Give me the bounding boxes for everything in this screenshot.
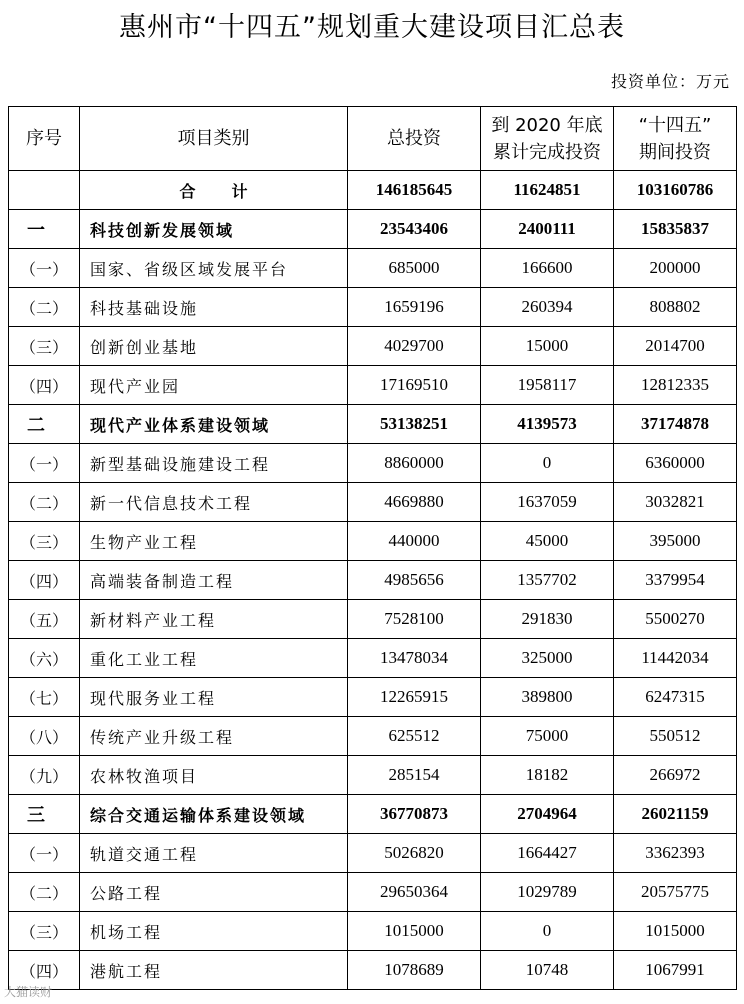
table-row — [9, 756, 737, 795]
item-completed-investment: 1958117 — [481, 366, 614, 405]
section-seq: 二 — [9, 405, 80, 444]
item-name: 重化工业工程 — [80, 639, 348, 678]
section-plan-investment: 37174878 — [614, 405, 737, 444]
item-plan-investment: 1067991 — [614, 951, 737, 990]
item-completed-investment: 389800 — [481, 678, 614, 717]
item-seq: （四） — [9, 561, 80, 600]
table-row — [9, 249, 737, 288]
table-row — [9, 561, 737, 600]
section-row — [9, 405, 737, 444]
item-total-investment: 8860000 — [348, 444, 481, 483]
section-name: 综合交通运输体系建设领域 — [80, 795, 348, 834]
item-completed-investment: 0 — [481, 444, 614, 483]
total-completed-cell: 11624851 — [481, 171, 614, 210]
item-plan-investment: 6360000 — [614, 444, 737, 483]
item-plan-investment: 395000 — [614, 522, 737, 561]
investment-unit-note: 投资单位：万元 — [610, 72, 730, 91]
item-name: 新材料产业工程 — [80, 600, 348, 639]
section-total-investment: 23543406 — [348, 210, 481, 249]
table-row — [9, 717, 737, 756]
section-name: 科技创新发展领域 — [80, 210, 348, 249]
item-completed-investment: 1357702 — [481, 561, 614, 600]
item-total-investment: 5026820 — [348, 834, 481, 873]
item-plan-investment: 200000 — [614, 249, 737, 288]
table-row — [9, 522, 737, 561]
item-total-investment: 1015000 — [348, 912, 481, 951]
header-plan-line2: 期间投资 — [639, 141, 711, 163]
item-plan-investment: 12812335 — [614, 366, 737, 405]
item-plan-investment: 808802 — [614, 288, 737, 327]
item-name: 轨道交通工程 — [80, 834, 348, 873]
table-row — [9, 483, 737, 522]
item-total-investment: 1078689 — [348, 951, 481, 990]
item-plan-investment: 3362393 — [614, 834, 737, 873]
item-seq: （四） — [9, 951, 80, 990]
item-name: 科技基础设施 — [80, 288, 348, 327]
item-completed-investment: 1664427 — [481, 834, 614, 873]
project-summary-table — [8, 106, 737, 990]
item-plan-investment: 2014700 — [614, 327, 737, 366]
section-total-investment: 53138251 — [348, 405, 481, 444]
item-name: 高端装备制造工程 — [80, 561, 348, 600]
page-title: 惠州市“十四五”规划重大建设项目汇总表 — [119, 12, 625, 43]
item-seq: （三） — [9, 327, 80, 366]
item-name: 现代产业园 — [80, 366, 348, 405]
table-body — [9, 171, 737, 990]
table-row — [9, 834, 737, 873]
item-name: 公路工程 — [80, 873, 348, 912]
total-label-cell — [80, 171, 348, 210]
item-completed-investment: 166600 — [481, 249, 614, 288]
header-plan-line1: “十四五” — [638, 114, 712, 136]
item-name: 港航工程 — [80, 951, 348, 990]
item-plan-investment: 20575775 — [614, 873, 737, 912]
item-seq: （三） — [9, 912, 80, 951]
item-completed-investment: 15000 — [481, 327, 614, 366]
section-row — [9, 795, 737, 834]
item-completed-investment: 1637059 — [481, 483, 614, 522]
item-total-investment: 685000 — [348, 249, 481, 288]
header-plan-investment — [614, 107, 737, 171]
item-total-investment: 440000 — [348, 522, 481, 561]
item-seq: （二） — [9, 483, 80, 522]
item-seq: （四） — [9, 366, 80, 405]
header-completed-line2: 累计完成投资 — [493, 141, 601, 163]
header-seq: 序号 — [9, 107, 80, 171]
table-row — [9, 288, 737, 327]
item-name: 传统产业升级工程 — [80, 717, 348, 756]
item-seq: （一） — [9, 444, 80, 483]
table-row — [9, 444, 737, 483]
item-total-investment: 13478034 — [348, 639, 481, 678]
table-row — [9, 873, 737, 912]
table-row — [9, 600, 737, 639]
item-name: 新型基础设施建设工程 — [80, 444, 348, 483]
item-seq: （六） — [9, 639, 80, 678]
item-seq: （七） — [9, 678, 80, 717]
item-completed-investment: 291830 — [481, 600, 614, 639]
item-total-investment: 7528100 — [348, 600, 481, 639]
table-row — [9, 678, 737, 717]
item-seq: （九） — [9, 756, 80, 795]
item-name: 新一代信息技术工程 — [80, 483, 348, 522]
table-header-row — [9, 107, 737, 171]
item-total-investment: 12265915 — [348, 678, 481, 717]
section-completed-investment: 4139573 — [481, 405, 614, 444]
item-completed-investment: 325000 — [481, 639, 614, 678]
item-completed-investment: 1029789 — [481, 873, 614, 912]
header-total-investment: 总投资 — [348, 107, 481, 171]
section-plan-investment: 15835837 — [614, 210, 737, 249]
section-row — [9, 210, 737, 249]
header-completed-investment — [481, 107, 614, 171]
section-completed-investment: 2704964 — [481, 795, 614, 834]
header-category: 项目类别 — [80, 107, 348, 171]
item-plan-investment: 3032821 — [614, 483, 737, 522]
section-seq: 三 — [9, 795, 80, 834]
item-total-investment: 1659196 — [348, 288, 481, 327]
table-row — [9, 951, 737, 990]
item-plan-investment: 11442034 — [614, 639, 737, 678]
item-name: 农林牧渔项目 — [80, 756, 348, 795]
item-total-investment: 4029700 — [348, 327, 481, 366]
item-completed-investment: 260394 — [481, 288, 614, 327]
item-seq: （三） — [9, 522, 80, 561]
total-row — [9, 171, 737, 210]
item-name: 创新创业基地 — [80, 327, 348, 366]
total-label-char1: 合 — [179, 181, 196, 201]
total-seq-cell — [9, 171, 80, 210]
item-total-investment: 4985656 — [348, 561, 481, 600]
item-completed-investment: 18182 — [481, 756, 614, 795]
section-seq: 一 — [9, 210, 80, 249]
total-investment-cell: 146185645 — [348, 171, 481, 210]
item-total-investment: 285154 — [348, 756, 481, 795]
item-seq: （二） — [9, 288, 80, 327]
section-name: 现代产业体系建设领域 — [80, 405, 348, 444]
item-plan-investment: 266972 — [614, 756, 737, 795]
item-completed-investment: 10748 — [481, 951, 614, 990]
section-completed-investment: 2400111 — [481, 210, 614, 249]
item-plan-investment: 1015000 — [614, 912, 737, 951]
item-completed-investment: 45000 — [481, 522, 614, 561]
section-total-investment: 36770873 — [348, 795, 481, 834]
watermark: 大猫读财 — [4, 985, 53, 999]
item-seq: （五） — [9, 600, 80, 639]
table-row — [9, 639, 737, 678]
item-name: 生物产业工程 — [80, 522, 348, 561]
table-row — [9, 327, 737, 366]
item-total-investment: 17169510 — [348, 366, 481, 405]
item-plan-investment: 5500270 — [614, 600, 737, 639]
item-total-investment: 4669880 — [348, 483, 481, 522]
item-name: 机场工程 — [80, 912, 348, 951]
item-total-investment: 625512 — [348, 717, 481, 756]
table-row — [9, 366, 737, 405]
total-plan-cell: 103160786 — [614, 171, 737, 210]
header-completed-line1: 到 2020 年底 — [491, 114, 603, 136]
item-seq: （一） — [9, 249, 80, 288]
section-plan-investment: 26021159 — [614, 795, 737, 834]
item-seq: （二） — [9, 873, 80, 912]
table-row — [9, 912, 737, 951]
item-name: 国家、省级区域发展平台 — [80, 249, 348, 288]
item-completed-investment: 75000 — [481, 717, 614, 756]
item-seq: （八） — [9, 717, 80, 756]
item-plan-investment: 6247315 — [614, 678, 737, 717]
total-label-char2: 计 — [231, 181, 248, 201]
item-seq: （一） — [9, 834, 80, 873]
item-completed-investment: 0 — [481, 912, 614, 951]
item-plan-investment: 550512 — [614, 717, 737, 756]
item-plan-investment: 3379954 — [614, 561, 737, 600]
item-name: 现代服务业工程 — [80, 678, 348, 717]
item-total-investment: 29650364 — [348, 873, 481, 912]
